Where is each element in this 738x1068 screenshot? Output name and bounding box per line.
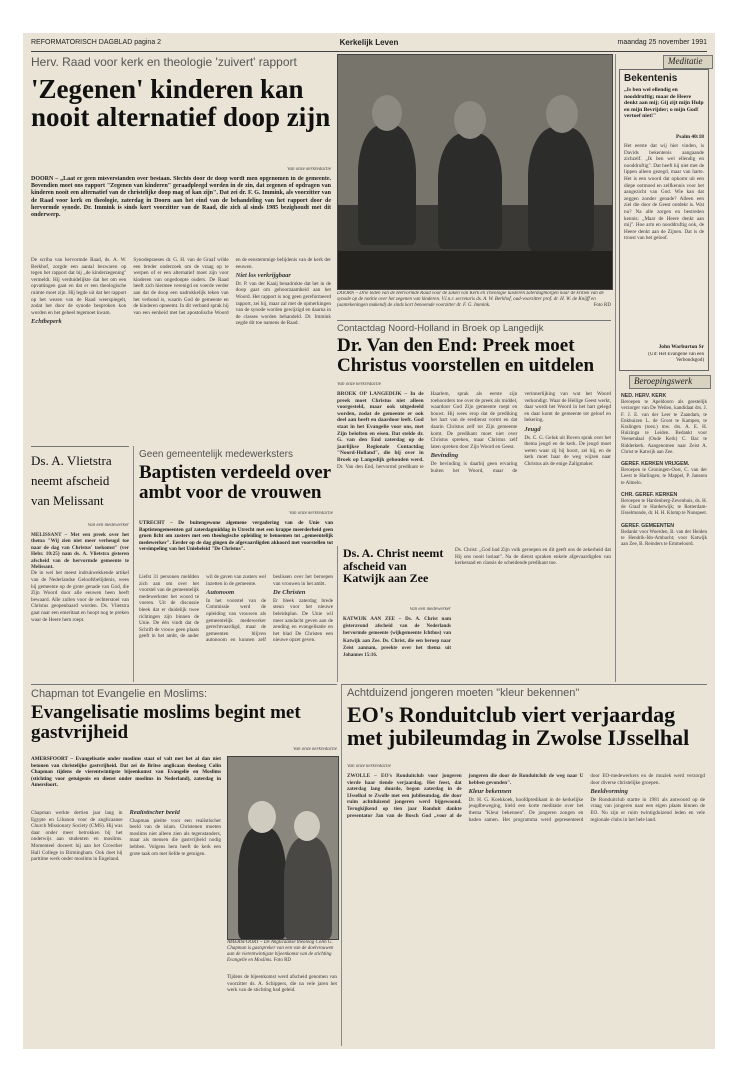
eo-body-1: Dr. H. G. Koekkoek, hoofdpredikant in de kerkelijke jeugdbeweging, hield een korte meditatie over het thema "Kleur bekennen". De jongeren zongen en baden samen. Het programma werd gepresenteerd door EO-medewerkers en de muziek werd verzorgd door diverse christelijke groepen.	[468, 773, 705, 823]
meditatie-box	[619, 69, 709, 371]
chapman-caption-text: AMERSFOORT – De Anglicaanse theoloog Colin G. Chapman is gastspreker van een van de doelvrouwen aan de vierentwintigste bijeenkomst van de stichting Evangelie en Moslims.	[227, 940, 334, 963]
vlietstra-lead: MELISSANT – Met een preek over het thema "Wij zien niet meer verheugd toe naar de dag van Christus' toekomst" (ver Hebr. 10:25) nam ds. A. Vlietstra gisteren afscheid van de hervormde gemeente te Melissant.	[31, 532, 129, 571]
meditatie-title: Bekentenis	[624, 73, 678, 84]
beroep-section-text: Beroepen te Groningen-Oost, C. van der Leest te Harlingen; te Mappel, P. Janssen te Almelo.	[621, 468, 707, 486]
christ-lead: KATWIJK AAN ZEE – Ds. A. Christ nam gisteravond afscheid van de Nederlands hervormde gemeente (wijkgemeente Ichthus) van Katwijk aan Zee. Ds. Christ, die een beroep naar Zeist aannam, preekte over het thema uit Johannes 15:16.	[343, 617, 451, 659]
masthead	[31, 37, 707, 52]
baptisten-lead: UTRECHT – De buitengewone algemene vergadering van de Unie van Baptistengemeenten gaf zaterdagmiddag in Utrecht met een krappe meerderheid geen groen licht om zusters met een theologische opleiding te benoemen tot „gemeentelijk medewerker". Eerder op de dag gingen de afgevaardigden akkoord met voorstellen tot versimpeling van het Uniebeleid "De Christus".	[139, 520, 333, 552]
meditatie-tab: Meditatie	[663, 55, 713, 69]
beroep-section-title: CHR. GEREF. KERKEN	[621, 491, 678, 498]
beroep-section-title: NED. HERV. KERK	[621, 393, 667, 399]
baptisten-byline: Van onze kerkredactie	[289, 511, 333, 516]
divider	[337, 546, 339, 682]
chapman-byline: Van onze kerkredactie	[293, 747, 337, 752]
vlietstra-headline: Ds. A. Vlietstra neemt afscheid van Melissant	[31, 453, 112, 508]
eo-body-2: De Ronduitclub startte in 1981 als antwoord op de vraag van jongeren naar een eigen plaats binnen de EO. Nu zijn er ruim twintigduizend leden en vele regionale clubs in het hele land.	[590, 796, 705, 823]
eo-headline: EO's Ronduitclub viert verjaardag met jubileumdag in Zwolse IJsselhal	[347, 703, 690, 751]
beroep-section	[621, 492, 707, 518]
meditatie-quote: „Is ben wel ellendig en nooddruftig; maar de Heere denkt aan mij; Gij zijt mijn Hulp en mijn Bevrijder; o mijn God! vertoef niet!"	[624, 87, 704, 120]
synod-caption-text: DOORN – Drie leden van de Hervormde Raad voor de zaken van Kerk en Theologie luisteren zaterdagmorgen naar de kritiek van de synode op de notitie over het zegenen van kinderen. V.l.n.r. secretaris ds. A. W. Berkhof, oud-voorzitter prof. dr. H. W. de Knijff en (aantekeningen makend) de sinds kort benoemde voorzitter dr. F. G. Immink.	[337, 291, 604, 308]
masthead-date: maandag 25 november 1991	[617, 39, 707, 46]
vanend-lead: BROEK OP LANGEDIJK – In de preek moet Christus niet alleen voorgesteld, maar ook uitgedeeld worden, zodat de gemeente er ook deel aan heeft en daardoor leeft. God staat in het Evangelie voor ons, met Zijn beloften en eisen. Dat stelde dr. G. van den End zaterdag op de jaarlijkse Regionale Contactdag "Noord-Holland", die hij over in Broek op Langedijk gehouden werd.	[337, 391, 424, 463]
beroepingswerk-list	[621, 393, 707, 681]
chapman-body-1: Chapman werkte dertien jaar lang in Egypte en Libanon voor de anglicaanse Church Missionary Society (CMS). Hij was daar onder meer betrokken bij het onderwijs aan studenten en moslims. Momenteel doceert hij aan het Crowther Hall College in Birmingham. Ook doet hij parttime werk onder moslims in Engeland.	[31, 810, 123, 863]
herv-headline: 'Zegenen' kinderen kan nooit alternatief doop zijn	[31, 75, 331, 133]
beroep-section	[621, 461, 707, 487]
chapman-body-2: Chapman pleitte voor een realistischer beeld van de islam. Christenen moeten moslims niet alleen zien als tegenstanders, maar als mensen die gastvrijheid nodig hebben. Volgens hem heeft de kerk een grote taak om met liefde te getuigen.	[129, 817, 221, 857]
herv-body-2: Synodepraeses dr. G. H. van de Graaf wilde een breder onderzoek om de vraag op te werpen of er een alternatief moet zijn voor kinderen van ongedoopte ouders.	[133, 257, 229, 283]
herv-kicker: Herv. Raad voor kerk en theologie 'zuivert' rapport	[31, 55, 297, 69]
chapman-kicker: Chapman tot Evangelie en Moslims:	[31, 688, 208, 700]
baptisten-body-3: Er bleek zaterdag brede steun voor het nieuwe beleidsplan. De Unie wil meer aandacht geven aan de zending en evangelisatie en het blad De Christen een nieuwe opzet geven.	[273, 597, 333, 644]
baptisten-headline: Baptisten verdeeld over ambt voor de vrouwen	[139, 463, 331, 503]
divider	[31, 446, 129, 448]
baptisten-body-2: In het voorstel van de Commissie werd de opleiding van vrouwen als gemeentelijk medewerker gerechtvaardigd, maar de gemeenten blijven autonoom en kunnen zelf beslissen over het beroepen van vrouwen in het ambt.	[206, 574, 333, 644]
chapman-photo	[227, 756, 339, 940]
herv-body-4: Dr. P. van der Kaaij benadrukte dat het in de doop gaat om gehoorzaamheid aan het Woord. Het rapport is nog geen gereformeerd rapport, zei hij, maar zal met de opmerkingen van de synode worden gewijzigd en daarna in de classes worden behandeld. Dr. Immink zegde dit toe namens de Raad.	[235, 280, 331, 327]
christ-body	[343, 616, 451, 680]
baptisten-body	[139, 574, 333, 680]
meditatie-body-2: Wat nu? Na alle zorgen en bestreden kennis: „Maar de Heere denkt aan mij". Hoe arm en nooddruftig ook, de Heere denkt aan de Zijnen. Dat is de troost van het geloof.	[624, 202, 704, 242]
divider	[31, 684, 337, 686]
herv-sub-1: Echtbeperk	[31, 318, 62, 326]
vlietstra-body-text: De in wel het meest indrukwekkende artikel van de Nederlandse Geloofsbelijdenis, wees hij gemeente op de grote genade van God, die Zijn Woord door alle eeuwen heen heeft bewaard. Alle zullen voor de rechterstoel van Christus geopenbaard worden. Ds. Vlietstra gaat naar een emeritaat en hoopt nog te preken waar de Heere hem roept.	[31, 570, 129, 623]
baptisten-body-1: Liefst 31 personen meldden zich aan om over het voorstel van de gemeentelijk medewerkster het woord te voeren. Uit de discussie bleek dat er duidelijk twee richtingen zijn binnen de Unie. De één vindt dat de Schrift de vrouw geen plaats geeft in het ambt, de ander wil de gaven van zusters wel inzetten in de gemeente.	[139, 574, 266, 640]
chapman-body-3-text: Tijdens de bijeenkomst werd afscheid genomen van voorzitter ds. A. Schippers, die na vele jaren het werk van de stichting had geleid.	[227, 974, 337, 994]
herv-sub-2: Niet los verkrijgbaar	[235, 272, 291, 280]
christ-byline: Van een medewerker	[409, 607, 451, 612]
eo-sub-2: Beeldvorming	[590, 788, 628, 796]
vanend-byline: Van onze kerkredactie	[337, 382, 381, 387]
masthead-left: REFORMATORISCH DAGBLAD pagina 2	[31, 39, 162, 46]
meditatie-body-1: Het eerste dat wij hier vinden, is Davids bekentenis aangaande zichzelf. „Ik ben wel ellendig en nooddruftig". Dat heeft hij niet met de lippen alleen gezegd, maar van harte. Het is een woord dat opkomt uit een diepe ootmoed en zelfkennis voor het aangezicht van God. Wie kan dat zeggen zonder genade? Alleen een ziel die door de Geest ontdekt is.	[624, 143, 704, 209]
baptisten-kicker: Geen gemeentelijk medewerksters	[139, 449, 293, 460]
vanend-sub-2: Jeugd	[524, 425, 541, 433]
meditatie-author-note: (Uit: Het Evangelie van een Verbondsgod)	[648, 352, 704, 363]
chapman-lead: AMERSFOORT – Evangelisatie onder moslims staat of valt met het al dan niet betonen van christelijke gastvrijheid. Dat zei de Britse anglicaan theoloog Colin Chapman tijdens de vierentwintigste bijeenkomst van Evangelie en Moslims (stichting voor getuigenis en dienst onder moslims in Nederland), zaterdag in Amersfoort.	[31, 756, 221, 788]
vanend-sub-1: Bevinding	[430, 452, 459, 460]
synod-photo-caption	[337, 291, 611, 317]
vlietstra-byline: Van een medewerker	[87, 523, 129, 528]
divider	[133, 446, 135, 682]
meditatie-author: John Warburton Sr	[658, 344, 704, 350]
vanend-body-1: Dr. Van den End, hervormd predikant te Haarlem, sprak als eerste zijn toehoorders toe over de preek als middel, waardoor God Zijn gemeente roept en bouwt. Hij wees erop dat de prediking het hart van de eredienst vormt en dat daarin Christus zelf tot Zijn gemeente komt. De predikant moet niet over Christus spreken, maar Christus zelf laten spreken door Zijn Woord en Geest.	[337, 391, 518, 470]
beroep-section-text: Beroepen te Hardenberg-Zevenhuis, ds. H. de Graaf te Harderwijk; te Rotterdam-IJsselmonde, dr. H. H. Klomp te Nunspeet.	[621, 499, 707, 517]
chapman-body-3	[227, 974, 337, 1046]
eo-byline: Van onze kerkredactie	[347, 764, 391, 769]
newspaper-page	[23, 33, 715, 1049]
vanend-body-3: Ds. C. G. Geluk uit Boven sprak over het thema jeugd en de kerk. De jeugd moet weten waar zij bij hoort, zei hij, en de kerk moet haar de weg wijzen naar Christus als de enige Zaligmaker.	[524, 434, 611, 467]
divider	[341, 684, 343, 1046]
beroep-section	[621, 523, 707, 549]
beroep-section-text: Bedankt voor Woerden, B. van der Heiden te Hendrik-Ido-Ambacht; voor Katwijk aan Zee, B. Reinders te Emmeloord.	[621, 529, 707, 548]
chapman-photo-caption	[227, 940, 337, 972]
divider	[337, 320, 611, 322]
eo-body	[347, 773, 705, 1046]
chapman-body	[31, 810, 221, 1046]
beroep-section-text: Beroepen te Apeldoorn als geestelijk verzorger van De Weilen, kandidaat drs. J. F. J. E. van der Leer te Zaandam, te Enkhuizen L. de Groot te Kampen, te Kralingen (toez.) mw. drs. A. E. H. Huizinga te Leiden. Bedankt voor Veenendaal (Oude Kerk) C. Bac te Ridderkerk. Aangenomen naar Zeist A. Christ te Katwijk aan Zee.	[621, 400, 707, 455]
chapman-photo-credit: Foto RD	[273, 958, 292, 963]
eo-lead: ZWOLLE – EO's Ronduitclub voor jongeren vierde haar tiende verjaardag. Het feest, dat zaterdag lang duurde, begon zaterdag in de IJsselhal te Zwolle met een jubileumdag, die door ruim achtduizend jongeren werd bijgewoond. Terugkijkend op tien jaar Ronduit dankte presentator Jan van de Bosch God „voor al de jongeren die door de Ronduitclub de weg naar U hebben gevonden".	[347, 773, 584, 819]
eo-kicker: Achtduizend jongeren moeten "kleur bekennen"	[347, 687, 580, 699]
herv-lead: DOORN – „Laat er geen misverstanden over bestaan. Slechts door de doop wordt men opgenomen in de gemeente. Bovendien moet ons rapport "Zegenen van kinderen" geraadpleegd worden in de zin, dat zegenen of opdragen van kinderen nooit een alternatief van de christelijke doop mag of kan zijn". Dat zei dr. F. G. Immink, als voorzitter van de Raad voor kerk en theologie, zaterdag in Doorn aan het eind van de behandeling van het rapport door de hervormde synode. Dr. Immink is sinds kort voorzitter van de Raad, die zich al sinds 1985 bezighoudt met dit onderwerp.	[31, 176, 331, 219]
divider	[341, 684, 707, 686]
section-title: Kerkelijk Leven	[339, 38, 399, 47]
vanend-body	[337, 391, 611, 543]
beroep-section	[621, 393, 707, 456]
divider	[615, 54, 617, 682]
christ-body-2	[455, 547, 611, 680]
meditatie-ref: Psalm 40:18	[676, 134, 704, 140]
synod-photo	[337, 54, 613, 290]
herv-body-3: De Raad heeft zich hiermee verenigd en voerde verder aan dat de doop een nadrukkelijk teken van het verbond is, waarin God de gemeente en de kinderen opneemt. In dit verband sprak hij van een eenheid met het apostolische Woord en de eenstemmige belijdenis van de kerk der eeuwen.	[133, 257, 331, 316]
baptisten-sub-2: De Christen	[273, 589, 306, 597]
beroep-section-title: GEREF. KERKEN VRIJGEM.	[621, 461, 690, 468]
synod-photo-credit: Foto RD	[593, 303, 611, 308]
baptisten-sub-1: Autonoom	[206, 589, 235, 597]
christ-headline: Ds. A. Christ neemt afscheid van Katwijk aan Zee	[343, 547, 444, 586]
vanend-headline: Dr. Van den End: Preek moet Christus voorstellen en uitdelen	[337, 336, 595, 376]
vanend-kicker: Contactdag Noord-Holland in Broek op Langedijk	[337, 323, 544, 334]
chapman-headline: Evangelisatie moslims begint met gastvrijheid	[31, 703, 301, 743]
vanend-body-2: De bevinding is daarbij geen ervaring buiten het Woord, maar de verinnerlijking van wat het Woord verkondigt. Waar de Heilige Geest werkt, daar wordt het Woord in het hart gelegd en daar komt de gemeente tot geloof en bekering.	[430, 391, 611, 474]
beroep-section-title: GEREF. GEMEENTEN	[621, 522, 675, 529]
herv-body	[31, 257, 331, 443]
christ-body-text: Ds. Christ: „God had Zijn volk geroepen en dit geeft ons de zekerheid dat Hij ons nooit loslaat". Na de dienst spraken enkele afgevaardigden van kerkeraad en classis de scheidende predikant toe.	[455, 547, 611, 567]
meditatie-body	[624, 143, 704, 341]
vlietstra-body	[31, 532, 129, 680]
chapman-sub-1: Realistischer beeld	[129, 810, 180, 816]
herv-byline: Van onze kerkredactie	[287, 167, 331, 172]
beroepingswerk-tab: Beroepingswerk	[629, 375, 711, 389]
herv-body-1: De scriba van hervormde Raad, ds. A. W. Berkhof, zorgde een aantal bezwaren op tegen het rapport dat bij „de kinderzegening" vermeldt. Hij verduidelijkte dat het om een opvattingen gaat en dat er een theologische ruimte moet zijn. Hij legde uit dat het rapport op het wezen van de Raad weerspiegelt, zodat het door de synode besproken kon worden en het geheel tegemoet kwam.	[31, 257, 127, 316]
eo-sub-1: Kleur bekennen	[468, 788, 512, 796]
